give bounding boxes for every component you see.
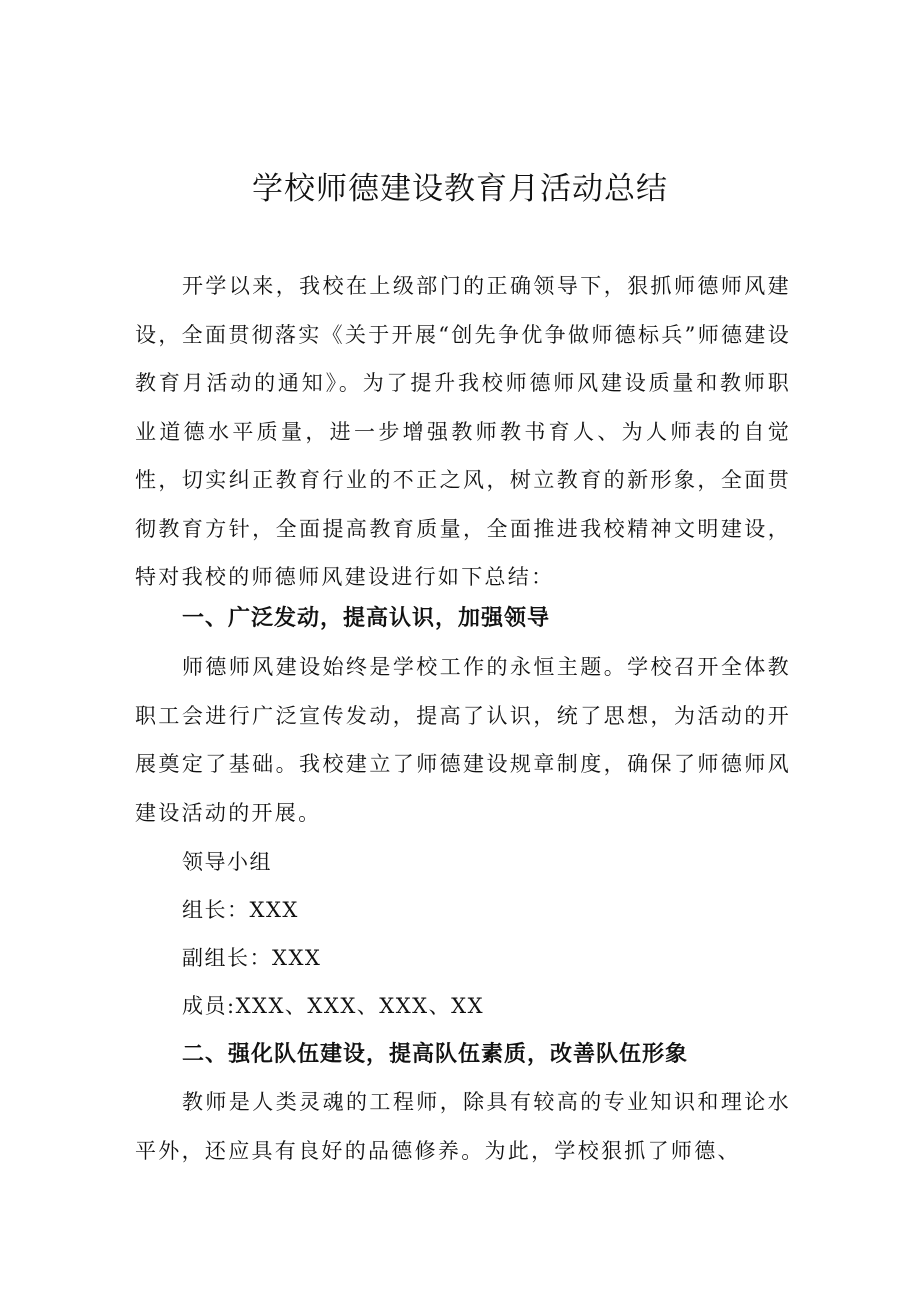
- group-members: 成员:XXX、XXX、XXX、XX: [182, 994, 485, 1018]
- leadership-group-title: 领导小组: [182, 850, 272, 874]
- section-1-paragraph: 师德师风建设始终是学校工作的永恒主题。学校召开全体教职工会进行广泛宣传发动，提高了认识，统了思想，为活动的开展奠定了基础。我校建立了师德建设规章制度，确保了师德师风建设活动的开展。: [135, 655, 791, 825]
- group-leader: 组长：XXX: [182, 898, 299, 922]
- group-deputy-leader: 副组长：XXX: [182, 946, 322, 970]
- section-2-paragraph: 教师是人类灵魂的工程师，除具有较高的专业知识和理论水平外，还应具有良好的品德修养。为此，学校狠抓了师德、: [135, 1090, 791, 1163]
- section-1-heading: 一、广泛发动，提高认识，加强领导: [182, 606, 551, 631]
- intro-paragraph: 开学以来，我校在上级部门的正确领导下，狠抓师德师风建设，全面贯彻落实《关于开展“创先争优争做师德标兵”师德建设教育月活动的通知》。为了提升我校师德师风建设质量和教师职业道德水平质量，进一步增强教师教书育人、为人师表的自觉性，切实纠正教育行业的不正之风，树立教育的新形象，全面贯彻教育方针，全面提高教育质量，全面推进我校精神文明建设，特对我校的师德师风建设进行如下总结：: [135, 274, 791, 589]
- document-title: 学校师德建设教育月活动总结: [252, 171, 668, 207]
- section-2-heading: 二、强化队伍建设，提高队伍素质，改善队伍形象: [182, 1042, 689, 1067]
